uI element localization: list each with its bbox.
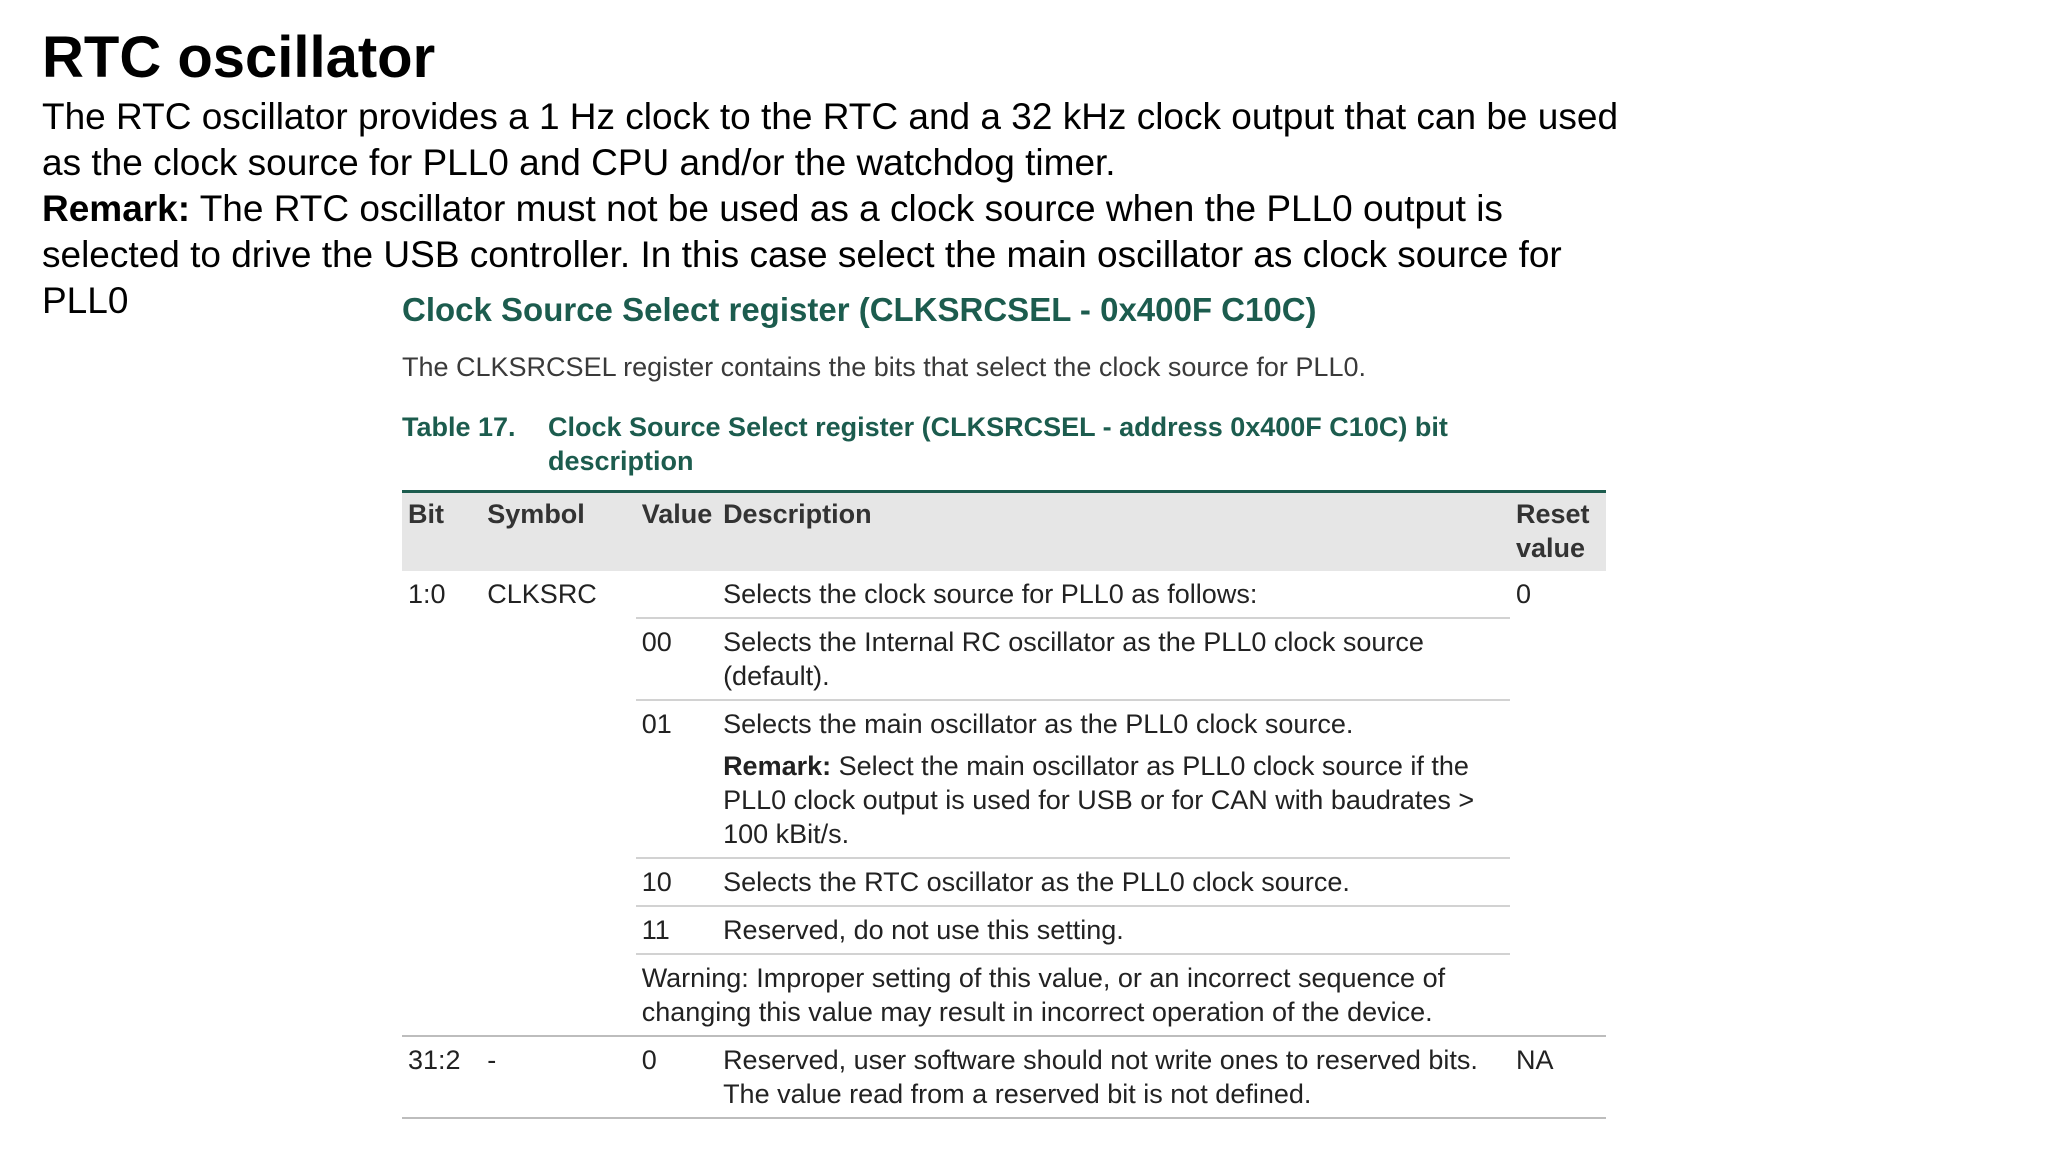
table-row <box>402 700 1606 858</box>
option-remark-text: Select the main oscillator as PLL0 clock source if the PLL0 clock output is used for USB or for CAN with baudrates > 100 kBit/s. <box>723 751 1475 849</box>
table-caption <box>402 410 1606 478</box>
option-remark <box>723 749 1504 851</box>
cell-reset: NA <box>1510 1036 1606 1118</box>
cell-description: Reserved, do not use this setting. <box>717 906 1510 954</box>
table-caption-text: Clock Source Select register (CLKSRCSEL - address 0x400F C10C) bit description <box>548 412 1448 476</box>
register-table <box>402 490 1606 1119</box>
register-intro: The CLKSRCSEL register contains the bits that select the clock source for PLL0. <box>402 352 1366 382</box>
table-row <box>402 571 1606 618</box>
cell-bit: 1:0 <box>408 579 446 609</box>
cell-description <box>717 700 1510 858</box>
cell-description: Selects the Internal RC oscillator as the PLL0 clock source (default). <box>717 618 1510 700</box>
table-row <box>402 858 1606 906</box>
cell-reset: 0 <box>1515 579 1532 609</box>
header-reset: Reset value <box>1510 492 1606 572</box>
remark-label: Remark: <box>42 188 191 229</box>
cell-value: 10 <box>636 858 717 906</box>
remark-text: The RTC oscillator must not be used as a clock source when the PLL0 output is selected to drive the USB controller. In this case select the main oscillator as clock source for PLL0 <box>42 188 1562 321</box>
header-symbol: Symbol <box>481 492 635 572</box>
header-value: Value <box>636 492 717 572</box>
cell-bit: 31:2 <box>402 1036 481 1118</box>
register-heading: Clock Source Select register (CLKSRCSEL - 0x400F C10C) <box>402 291 1317 328</box>
intro-paragraph: The RTC oscillator provides a 1 Hz clock to the RTC and a 32 kHz clock output that can be used as the clock source for PLL0 and CPU and/or the watchdog timer. <box>42 96 1619 183</box>
cell-value: 00 <box>636 618 717 700</box>
cell-symbol: - <box>481 1036 635 1118</box>
warning-note: Warning: Improper setting of this value, or an incorrect sequence of changing this value may result in incorrect operation of the device. <box>636 954 1510 1036</box>
header-description: Description <box>717 492 1510 572</box>
table-row <box>402 618 1606 700</box>
datasheet-excerpt <box>402 288 1606 1119</box>
table-number: Table 17. <box>402 412 516 442</box>
header-bit: Bit <box>402 492 481 572</box>
slide-title: RTC oscillator <box>42 25 436 90</box>
cell-description: Reserved, user software should not write ones to reserved bits. The value read from a reserved bit is not defined. <box>717 1036 1510 1118</box>
cell-value: 0 <box>636 1036 717 1118</box>
option-description: Selects the main oscillator as the PLL0 clock source. <box>723 709 1354 739</box>
cell-symbol: CLKSRC <box>487 579 597 609</box>
cell-value: 01 <box>636 700 717 858</box>
cell-value <box>636 571 717 618</box>
table-row <box>402 906 1606 954</box>
cell-description: Selects the clock source for PLL0 as follows: <box>723 579 1258 609</box>
table-row <box>402 954 1606 1036</box>
cell-value: 11 <box>636 906 717 954</box>
table-header-row <box>402 492 1606 572</box>
cell-description: Selects the RTC oscillator as the PLL0 clock source. <box>717 858 1510 906</box>
table-row <box>402 1036 1606 1118</box>
option-remark-label: Remark: <box>723 751 832 781</box>
